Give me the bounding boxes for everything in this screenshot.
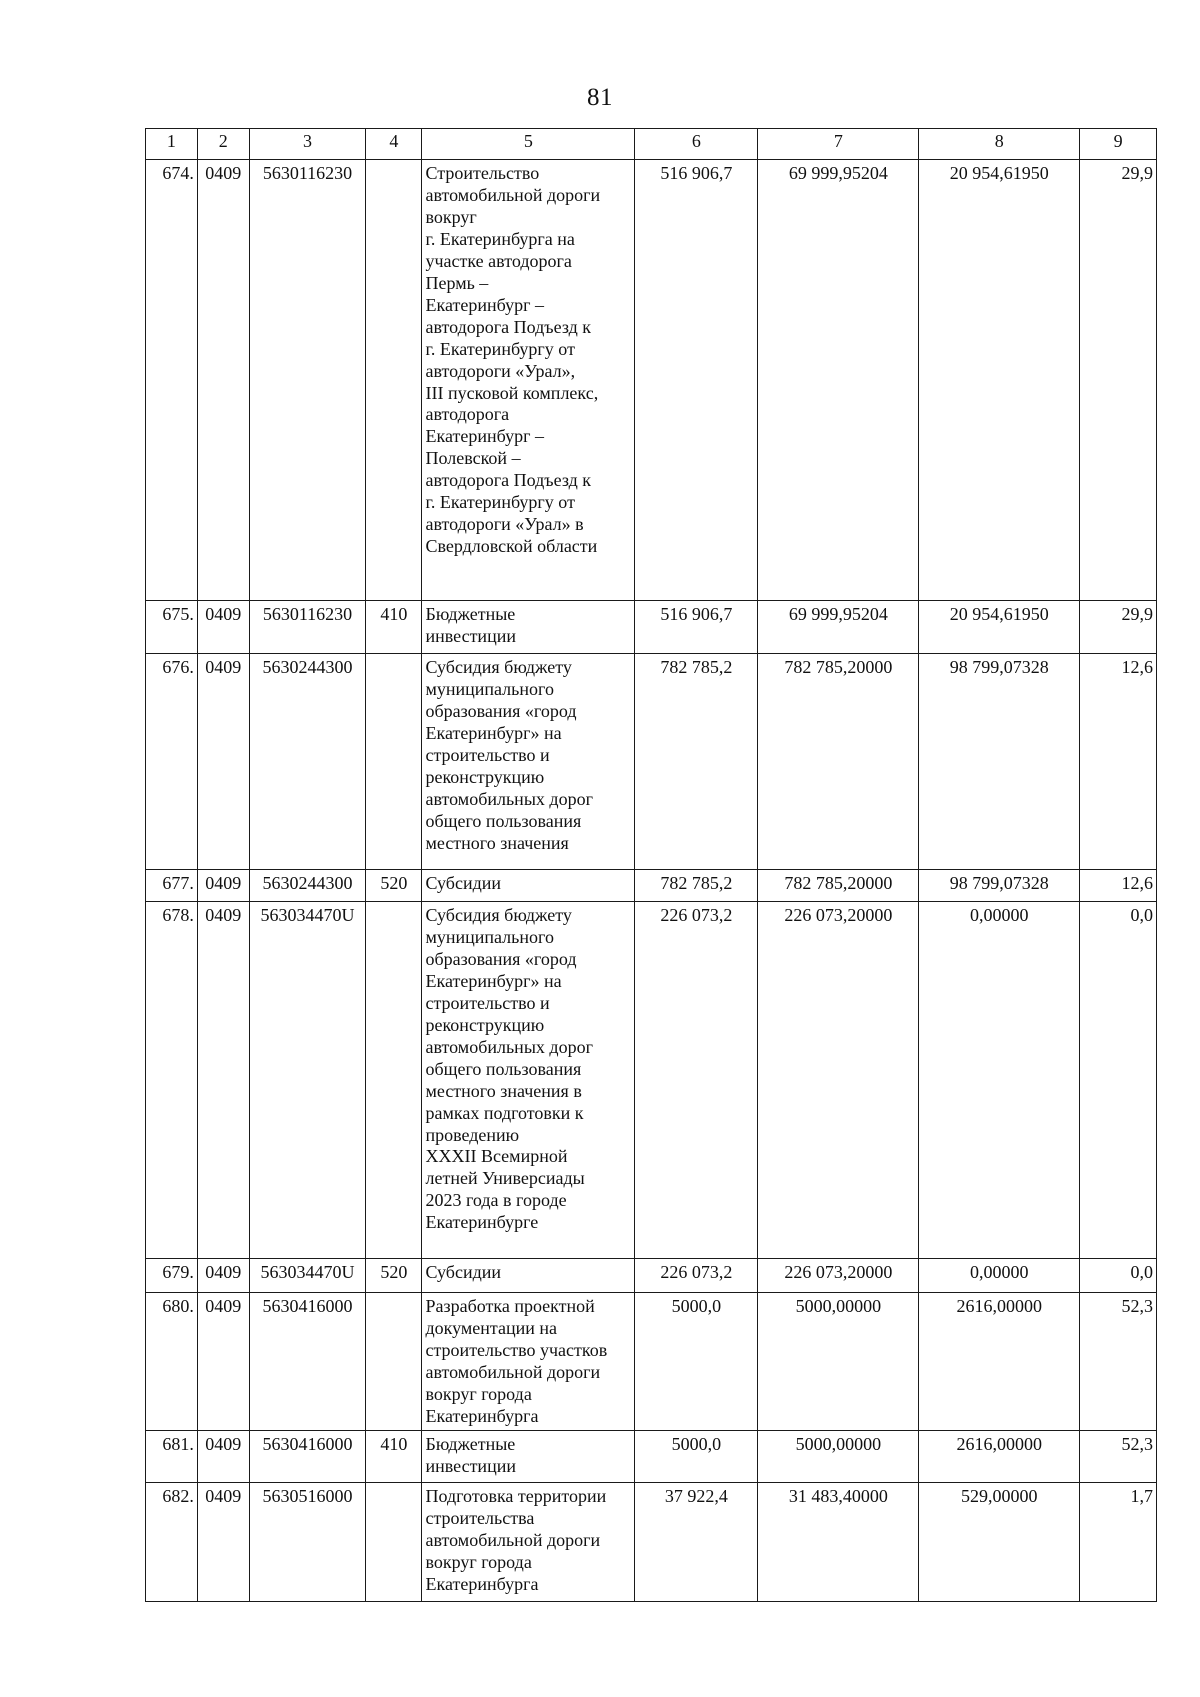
- header-cell: 8: [919, 129, 1080, 160]
- approved-amount: 226 073,2: [635, 1259, 758, 1293]
- target-code: 5630416000: [249, 1431, 366, 1483]
- target-code: 5630244300: [249, 870, 366, 902]
- header-row: [146, 129, 1157, 160]
- row-number: 676.: [146, 654, 198, 870]
- item-name: Разработка проектной документации на строительство участков автомобильной дороги вокруг города Екатеринбурга: [422, 1293, 635, 1431]
- item-name: Подготовка территории строительства автомобильной дороги вокруг города Екатеринбурга: [422, 1483, 635, 1602]
- executed-amount: 20 954,61950: [919, 160, 1080, 601]
- row-number: 677.: [146, 870, 198, 902]
- section-code: 0409: [197, 902, 249, 1259]
- target-code: 5630416000: [249, 1293, 366, 1431]
- row-number: 681.: [146, 1431, 198, 1483]
- expense-type: [366, 160, 422, 601]
- table-row: [146, 1431, 1157, 1483]
- approved-amount: 516 906,7: [635, 160, 758, 601]
- execution-percent: 1,7: [1080, 1483, 1157, 1602]
- item-name: Бюджетные инвестиции: [422, 1431, 635, 1483]
- table-row: [146, 1483, 1157, 1602]
- expense-type: 410: [366, 601, 422, 654]
- table-row: [146, 160, 1157, 601]
- section-code: 0409: [197, 1431, 249, 1483]
- table-row: [146, 870, 1157, 902]
- execution-percent: 0,0: [1080, 1259, 1157, 1293]
- execution-percent: 0,0: [1080, 902, 1157, 1259]
- page-number: 81: [587, 84, 613, 111]
- item-name: Строительство автомобильной дороги вокруг г. Екатеринбурга на участке автодорога Пермь – Екатеринбург – автодорога Подъезд к г. Екатеринбургу от автодороги «Урал», III пусковой комплекс, автодорога Екатеринбург – Полевской – автодорога Подъезд к г. Екатеринбургу от автодороги «Урал» в Свердловской области: [422, 160, 635, 601]
- header-cell: 9: [1080, 129, 1157, 160]
- limit-amount: 226 073,20000: [758, 1259, 919, 1293]
- executed-amount: 20 954,61950: [919, 601, 1080, 654]
- target-code: 563034470U: [249, 1259, 366, 1293]
- section-code: 0409: [197, 160, 249, 601]
- executed-amount: 2616,00000: [919, 1293, 1080, 1431]
- approved-amount: 782 785,2: [635, 870, 758, 902]
- execution-percent: 12,6: [1080, 654, 1157, 870]
- approved-amount: 516 906,7: [635, 601, 758, 654]
- expense-type: [366, 1483, 422, 1602]
- approved-amount: 782 785,2: [635, 654, 758, 870]
- expense-type: [366, 654, 422, 870]
- table-row: [146, 902, 1157, 1259]
- item-name: Бюджетные инвестиции: [422, 601, 635, 654]
- header-cell: 6: [635, 129, 758, 160]
- approved-amount: 5000,0: [635, 1293, 758, 1431]
- limit-amount: 69 999,95204: [758, 601, 919, 654]
- row-number: 678.: [146, 902, 198, 1259]
- item-name: Субсидии: [422, 870, 635, 902]
- limit-amount: 782 785,20000: [758, 654, 919, 870]
- table-row: [146, 1293, 1157, 1431]
- budget-table: [145, 128, 1157, 1602]
- limit-amount: 5000,00000: [758, 1293, 919, 1431]
- target-code: 563034470U: [249, 902, 366, 1259]
- execution-percent: 29,9: [1080, 601, 1157, 654]
- item-name: Субсидия бюджету муниципального образования «город Екатеринбург» на строительство и реконструкцию автомобильных дорог общего пользования местного значения: [422, 654, 635, 870]
- target-code: 5630116230: [249, 160, 366, 601]
- row-number: 675.: [146, 601, 198, 654]
- row-number: 679.: [146, 1259, 198, 1293]
- executed-amount: 529,00000: [919, 1483, 1080, 1602]
- executed-amount: 98 799,07328: [919, 870, 1080, 902]
- execution-percent: 29,9: [1080, 160, 1157, 601]
- header-cell: 3: [249, 129, 366, 160]
- expense-type: [366, 1293, 422, 1431]
- expense-type: 520: [366, 870, 422, 902]
- executed-amount: 98 799,07328: [919, 654, 1080, 870]
- header-cell: 2: [197, 129, 249, 160]
- table-row: [146, 1259, 1157, 1293]
- limit-amount: 782 785,20000: [758, 870, 919, 902]
- section-code: 0409: [197, 654, 249, 870]
- table-header: [146, 129, 1157, 160]
- header-cell: 7: [758, 129, 919, 160]
- row-number: 682.: [146, 1483, 198, 1602]
- section-code: 0409: [197, 1483, 249, 1602]
- table-body: [146, 160, 1157, 1602]
- section-code: 0409: [197, 870, 249, 902]
- limit-amount: 226 073,20000: [758, 902, 919, 1259]
- section-code: 0409: [197, 1293, 249, 1431]
- execution-percent: 52,3: [1080, 1293, 1157, 1431]
- approved-amount: 226 073,2: [635, 902, 758, 1259]
- target-code: 5630244300: [249, 654, 366, 870]
- limit-amount: 69 999,95204: [758, 160, 919, 601]
- executed-amount: 0,00000: [919, 902, 1080, 1259]
- header-cell: 5: [422, 129, 635, 160]
- item-name: Субсидия бюджету муниципального образования «город Екатеринбург» на строительство и реконструкцию автомобильных дорог общего пользования местного значения в рамках подготовки к проведению XXXII Всемирной летней Универсиады 2023 года в городе Екатеринбурге: [422, 902, 635, 1259]
- header-cell: 1: [146, 129, 198, 160]
- target-code: 5630116230: [249, 601, 366, 654]
- header-cell: 4: [366, 129, 422, 160]
- section-code: 0409: [197, 601, 249, 654]
- section-code: 0409: [197, 1259, 249, 1293]
- row-number: 680.: [146, 1293, 198, 1431]
- limit-amount: 5000,00000: [758, 1431, 919, 1483]
- approved-amount: 5000,0: [635, 1431, 758, 1483]
- expense-type: [366, 902, 422, 1259]
- table-row: [146, 654, 1157, 870]
- approved-amount: 37 922,4: [635, 1483, 758, 1602]
- limit-amount: 31 483,40000: [758, 1483, 919, 1602]
- target-code: 5630516000: [249, 1483, 366, 1602]
- executed-amount: 2616,00000: [919, 1431, 1080, 1483]
- execution-percent: 12,6: [1080, 870, 1157, 902]
- item-name: Субсидии: [422, 1259, 635, 1293]
- row-number: 674.: [146, 160, 198, 601]
- expense-type: 520: [366, 1259, 422, 1293]
- expense-type: 410: [366, 1431, 422, 1483]
- executed-amount: 0,00000: [919, 1259, 1080, 1293]
- execution-percent: 52,3: [1080, 1431, 1157, 1483]
- table-row: [146, 601, 1157, 654]
